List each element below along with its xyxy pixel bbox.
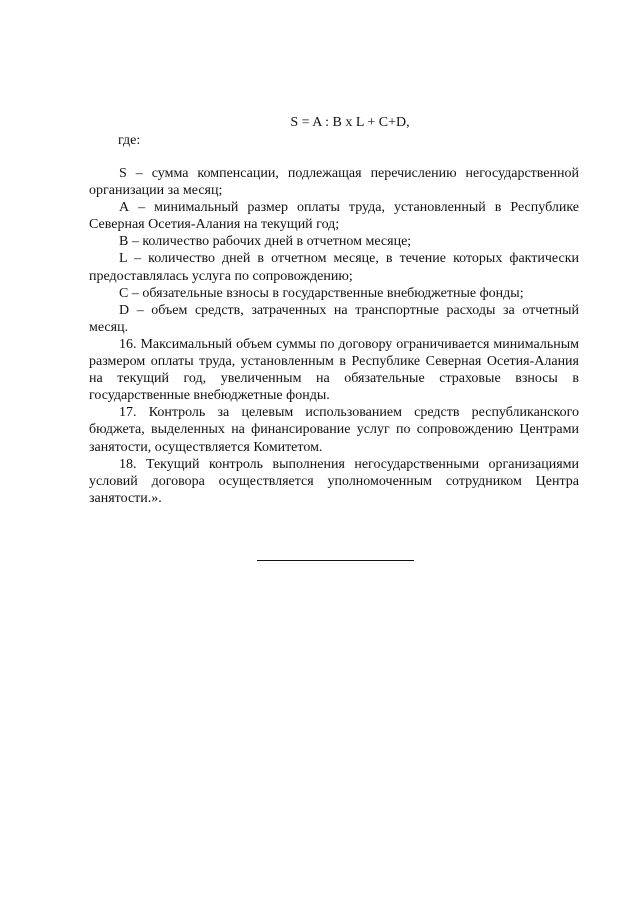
definition-b: В – количество рабочих дней в отчетном месяце; <box>119 234 412 250</box>
clause-17: 17. Контроль за целевым использованием средств республиканского бюджета, выделенных на финансирование услуг по сопровождению Центрами занятости, осуществляется Комитетом. <box>89 405 579 455</box>
definition-d: D – объем средств, затраченных на транспортные расходы за отчетный месяц. <box>89 302 579 335</box>
closing-divider-line <box>257 560 414 561</box>
compensation-formula: S = A : B x L + C+D, <box>290 115 410 130</box>
definition-c: С – обязательные взносы в государственные внебюджетные фонды; <box>119 285 524 301</box>
where-label: где: <box>118 133 141 148</box>
clause-16: 16. Максимальный объем суммы по договору ограничивается минимальным размером оплаты труда, установленным в Республике Северная Осетия-Алания на текущий год, увеличенным на обязательные страховые взносы в государственные внебюджетные фонды. <box>89 336 579 404</box>
definition-a: А – минимальный размер оплаты труда, установленный в Республике Северная Осетия-Алания на текущий год; <box>89 200 579 233</box>
document-body <box>89 165 579 507</box>
definition-s: S – сумма компенсации, подлежащая перечислению негосударственной организации за месяц; <box>89 166 579 199</box>
clause-18: 18. Текущий контроль выполнения негосударственными организациями условий договора осуществляется уполномоченным сотрудником Центра занятости.». <box>89 456 579 506</box>
definition-l: L – количество дней в отчетном месяце, в течение которых фактически предоставлялась услуга по сопровождению; <box>89 251 579 284</box>
